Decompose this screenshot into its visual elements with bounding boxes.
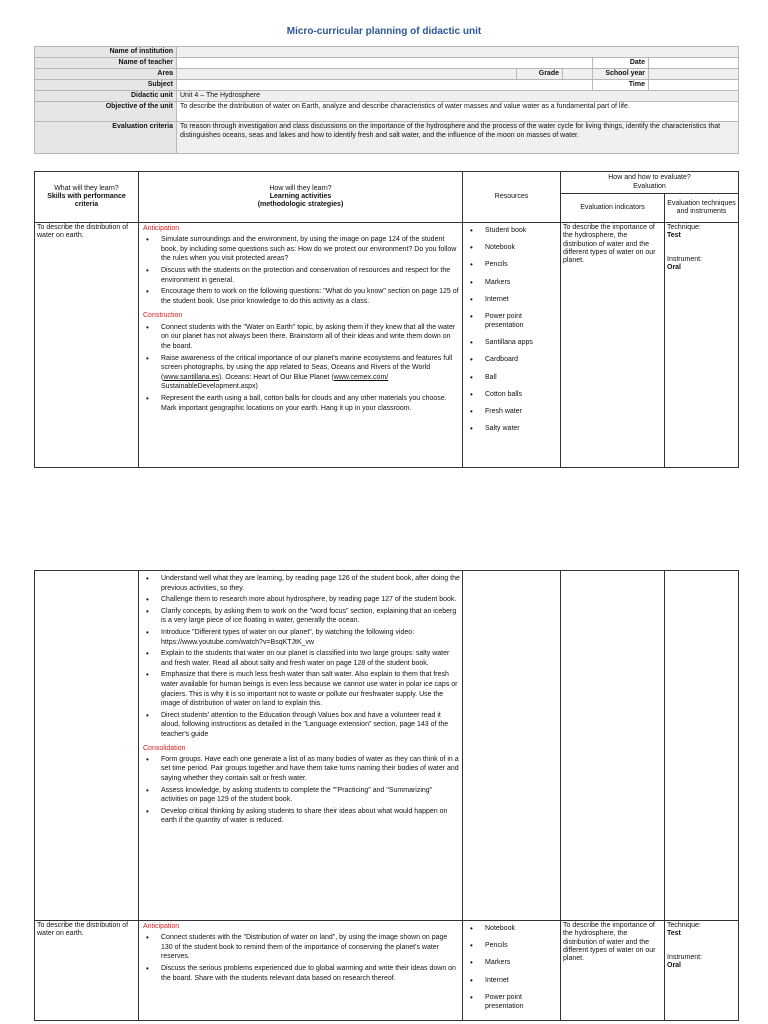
list-item: • Introduce "Different types of water on our planet", by watching the following video: https://www.youtube.com/watch?v=BsqKTJtK_vw — [161, 628, 460, 647]
resources-cell — [463, 921, 561, 1021]
list-item: • Internet — [485, 295, 558, 304]
resources-list — [465, 226, 558, 433]
indicator-cell: To describe the importance of the hydrosphere, the distribution of water and the different types of water on our planet. — [561, 921, 665, 1021]
list-item: • Markers — [485, 278, 558, 287]
objective-value: To describe the distribution of water on Earth, analyze and describe characteristics of water masses and value water as a fundamental part of life. — [177, 102, 739, 122]
list-item: • Explain to the students that water on our planet is classified into two large groups: salty water and fresh water. Read all about salty and fresh water on page 128 of the student book. — [161, 649, 460, 668]
instrument-value: Oral — [667, 961, 682, 969]
list-item: • Markers — [485, 958, 558, 967]
didactic-unit-value: Unit 4 – The Hydrosphere — [177, 91, 739, 102]
technique-cell-empty — [665, 571, 739, 921]
list-item: • Pencils — [485, 260, 558, 269]
indicator-cell-empty — [561, 571, 665, 921]
list-item: • Direct students' attention to the Education through Values box and have a volunteer read it aloud, following instructions as detailed in the "Language extension" section, page 143 of the teacher's guide — [161, 711, 460, 740]
list-item: • Form groups. Have each one generate a list of as many bodies of water as they can think of in a set time period. Pair groups together and have them take turns naming their bodies of water and saying whether they contain salt or fresh water. — [161, 755, 460, 784]
skill-cell: To describe the distribution of water on earth. — [35, 921, 139, 1021]
instrument-value: Oral — [667, 263, 682, 271]
list-item: • Power point presentation — [485, 312, 558, 330]
list-item: • Cotton balls — [485, 390, 558, 399]
list-item: • Connect students with the "Water on Earth" topic, by asking them if they knew that all the water on our planet has not always been there. Brainstorm all of their ideas and write them down on the board. — [161, 323, 460, 352]
institution-label: Name of institution — [35, 47, 177, 58]
list-item: • Fresh water — [485, 407, 558, 416]
time-value[interactable] — [649, 80, 739, 91]
area-label: Area — [35, 69, 177, 80]
list-item: • Represent the earth using a ball, cotton balls for clouds and any other materials you choose. Mark important geographic locations on your earth. Hang it up in your classroom. — [161, 394, 460, 413]
col1-line1: What will they learn? — [54, 184, 119, 192]
list-item: • Student book — [485, 226, 558, 235]
time-label: Time — [593, 80, 649, 91]
col1-line2: Skills with performance criteria — [47, 192, 126, 209]
col-header-indicators: Evaluation indicators — [561, 194, 665, 223]
resources-cell-empty — [463, 571, 561, 921]
teacher-value[interactable] — [177, 58, 593, 69]
anticipation-label: Anticipation — [143, 923, 180, 930]
consolidation-list — [141, 755, 460, 826]
list-item: • Assess knowledge, by asking students to complete the ""Practicing" and "Summarizing" activities on page 129 of the student book. — [161, 786, 460, 805]
activities-cell — [139, 223, 463, 468]
col-header-techniques: Evaluation techniques and instruments — [665, 194, 739, 223]
planning-table-page-2 — [34, 570, 739, 1021]
skill-cell-empty — [35, 571, 139, 921]
list-item — [161, 354, 460, 392]
col4-line2: Evaluation — [633, 182, 666, 190]
col4-line1: How and how to evaluate? — [608, 174, 691, 182]
anticipation-list — [141, 933, 460, 983]
subject-label: Subject — [35, 80, 177, 91]
construction-list — [141, 323, 460, 413]
objective-label: Objective of the unit — [35, 102, 177, 122]
resources-cell — [463, 223, 561, 468]
evaluation-criteria-value: To reason through investigation and class discussions on the importance of the hydrosphere and the process of the water cycle for living things, identify the characteristics that distinguishes oceans, seas and lakes and how to identify fresh and salt water, and the influence of the moon on masses of water. — [177, 122, 739, 154]
skill-cell: To describe the distribution of water on earth. — [35, 223, 139, 468]
list-item: • Challenge them to research more about hydrosphere, by reading page 127 of the student book. — [161, 595, 460, 605]
list-item: • Pencils — [485, 941, 558, 950]
list-item: • Discuss the serious problems experienced due to global warming and write their ideas down on the board. Share with the students relevant data based on research thereof. — [161, 964, 460, 983]
col-header-resources: Resources — [463, 172, 561, 223]
teacher-label: Name of teacher — [35, 58, 177, 69]
list-item: • Cardboard — [485, 355, 558, 364]
technique-label: Technique: — [667, 922, 701, 929]
cemex-link[interactable]: www.cemex.com/ — [333, 373, 389, 381]
list-item: • Simulate surroundings and the environment, by using the image on page 124 of the student book, by including some questions such as: How do we protect our environment? Do you follow the rules when you visit protected areas? — [161, 235, 460, 264]
list-item: • Internet — [485, 976, 558, 985]
subject-value[interactable] — [177, 80, 593, 91]
anticipation-label: Anticipation — [143, 225, 180, 232]
date-label: Date — [593, 58, 649, 69]
header-info-table — [34, 46, 739, 154]
col-header-evaluation — [561, 172, 739, 194]
list-item: • Notebook — [485, 924, 558, 933]
planning-table-page-1 — [34, 171, 739, 468]
instrument-label: Instrument: — [667, 953, 703, 961]
list-item: • Discuss with the students on the protection and conservation of resources and respect for the environment in general. — [161, 266, 460, 285]
col-header-skills — [35, 172, 139, 223]
list-item: • Connect students with the "Distribution of water on land", by using the image shown on page 130 of the student book to remind them of the importance of conserving the planet's water reserves. — [161, 933, 460, 962]
consolidation-label: Consolidation — [143, 744, 186, 752]
technique-value: Test — [667, 232, 681, 240]
activities-cell — [139, 571, 463, 921]
technique-label: Technique: — [667, 224, 701, 231]
instrument-label: Instrument: — [667, 255, 703, 263]
continued-list — [141, 574, 460, 740]
list-item: • Encourage them to work on the following questions: "What do you know" section on page 125 of the student book. Use prior knowledge to do this activity as a class. — [161, 287, 460, 306]
school-year-label: School year — [593, 69, 649, 80]
list-item: • Santillana apps — [485, 338, 558, 347]
list-item: • Understand well what they are learning, by reading page 126 of the student book, after doing the previous activities, so they. — [161, 574, 460, 593]
didactic-unit-label: Didactic unit — [35, 91, 177, 102]
construction-label: Construction — [143, 312, 183, 320]
page-title: Micro-curricular planning of didactic unit — [286, 26, 482, 37]
col2-line2: Learning activities — [269, 192, 332, 200]
construction-2c: SustainableDevelopment.aspx) — [161, 383, 258, 391]
grade-value[interactable] — [563, 69, 593, 80]
institution-value[interactable] — [177, 47, 739, 58]
construction-2b: ). Oceans: Heart of Our Blue Planet ( — [218, 373, 334, 381]
area-value[interactable] — [177, 69, 517, 80]
col2-line1: How will they learn? — [269, 184, 332, 192]
list-item: • Power point presentation — [485, 993, 558, 1011]
col-header-activities — [139, 172, 463, 223]
technique-value: Test — [667, 930, 681, 938]
resources-list — [465, 924, 558, 1011]
anticipation-list — [141, 235, 460, 306]
school-year-value[interactable] — [649, 69, 739, 80]
list-item: • Develop critical thinking by asking students to share their ideas about what would happen on earth if the quantity of water is reduced. — [161, 807, 460, 826]
date-value[interactable] — [649, 58, 739, 69]
indicator-cell: To describe the importance of the hydrosphere, the distribution of water and the different types of water on our planet. — [561, 223, 665, 468]
technique-cell — [665, 223, 739, 468]
santillana-link[interactable]: www.santillana.es — [163, 373, 219, 381]
evaluation-criteria-label: Evaluation criteria — [35, 122, 177, 154]
col2-line3: (methodologic strategies) — [257, 201, 344, 209]
list-item: • Ball — [485, 373, 558, 382]
grade-label: Grade — [517, 69, 563, 80]
activities-cell — [139, 921, 463, 1021]
construction-2a: Raise awareness of the critical importance of our planet's marine ecosystems and features full screen photographs, by using the app related to Seas, Oceans and Rivers of the World ( — [161, 354, 453, 381]
technique-cell — [665, 921, 739, 1021]
list-item: • Clarify concepts, by asking them to work on the "word focus" section, explaining that an iceberg is a very large piece of ice floating in water, generally the ocean. — [161, 607, 460, 626]
list-item: • Notebook — [485, 243, 558, 252]
list-item: • Emphasize that there is much less fresh water than salt water. Also explain to them that fresh water available for human beings is even less because we cannot use water in polar ice caps or glaciers. This is why it is so important not to waste or pollute our freshwater supply. Use the image of distribution of water on land to explain this. — [161, 670, 460, 708]
list-item: • Salty water — [485, 424, 558, 433]
